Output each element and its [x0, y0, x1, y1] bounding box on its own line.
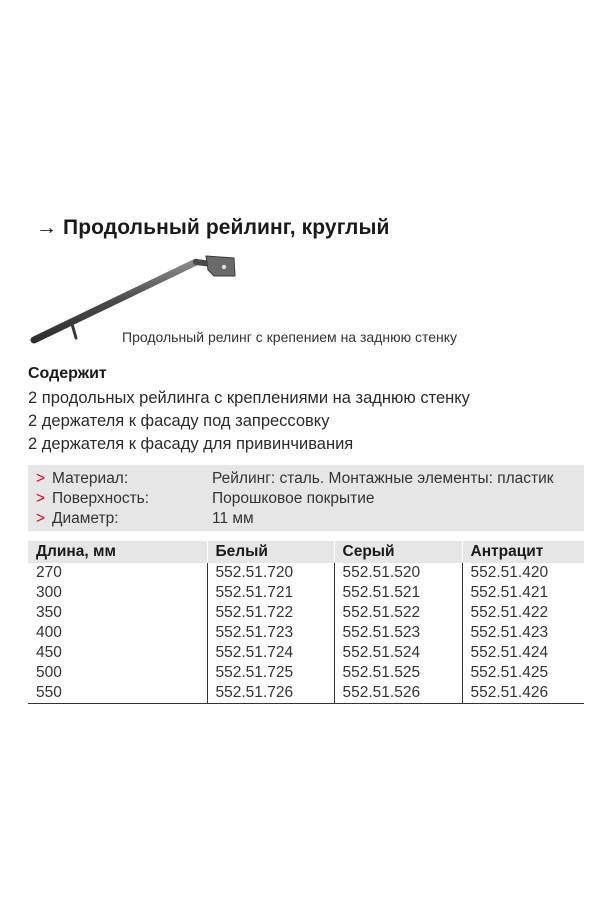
table-cell: 400 [36, 624, 62, 641]
table-cell: 552.51.522 [334, 603, 462, 623]
bullet-arrow-icon: > [36, 490, 46, 507]
image-caption: Продольный релинг с крепением на заднюю стенку [122, 329, 458, 345]
table-cell: 552.51.725 [207, 663, 334, 683]
column-header: Длина, мм [28, 541, 207, 563]
table-cell: 500 [36, 664, 62, 681]
table-cell: 552.51.723 [207, 623, 334, 643]
article-table [28, 541, 584, 704]
table-cell: 450 [36, 644, 62, 661]
contents-item: 2 продольных рейлинга с креплениями на заднюю стенку [28, 389, 470, 407]
table-cell: 552.51.420 [462, 563, 584, 583]
table-cell: 552.51.526 [334, 683, 462, 704]
spec-label: Поверхность: [52, 490, 150, 507]
column-header: Антрацит [462, 541, 584, 563]
contents-item: 2 держателя к фасаду под запрессовку [28, 412, 330, 430]
table-cell: 270 [36, 564, 62, 581]
table-cell: 552.51.720 [207, 563, 334, 583]
spec-label: Диаметр: [52, 510, 119, 527]
table-cell: 300 [36, 584, 62, 601]
table-row [28, 603, 584, 623]
table-cell: 552.51.425 [462, 663, 584, 683]
table-cell: 552.51.525 [334, 663, 462, 683]
bullet-arrow-icon: > [36, 470, 46, 487]
table-row [28, 643, 584, 663]
table-cell: 550 [28, 683, 207, 704]
page-title: → Продольный рейлинг, круглый [36, 216, 390, 239]
contents-section [28, 364, 470, 456]
table-header-row [28, 541, 584, 563]
table-cell: 552.51.520 [334, 563, 462, 583]
table-cell: 552.51.422 [462, 603, 584, 623]
table-cell: 552.51.523 [334, 623, 462, 643]
table-cell: 552.51.423 [462, 623, 584, 643]
column-header: Белый [207, 541, 334, 563]
table-cell: 552.51.424 [462, 643, 584, 663]
table-cell: 552.51.524 [334, 643, 462, 663]
table-row [28, 563, 584, 583]
contents-heading: Содержит [28, 365, 107, 382]
table-cell: 350 [36, 604, 62, 621]
contents-item: 2 держателя к фасаду для привинчивания [28, 435, 354, 453]
table-cell: 552.51.426 [462, 683, 584, 704]
spec-label: Материал: [52, 470, 129, 487]
table-row [28, 583, 584, 603]
table-cell: 552.51.722 [207, 603, 334, 623]
table-cell: 552.51.726 [207, 683, 334, 704]
column-header: Серый [334, 541, 462, 563]
spec-value: Порошковое покрытие [212, 490, 375, 507]
spec-value: Рейлинг: сталь. Монтажные элементы: пластик [212, 470, 554, 487]
table-row [28, 623, 584, 643]
spec-value: 11 мм [212, 510, 254, 527]
table-row [28, 663, 584, 683]
table-cell: 552.51.721 [207, 583, 334, 603]
bullet-arrow-icon: > [36, 510, 46, 527]
table-cell: 552.51.724 [207, 643, 334, 663]
table-cell: 552.51.421 [462, 583, 584, 603]
specs-panel [28, 465, 584, 531]
table-row [28, 683, 584, 704]
table-cell: 552.51.521 [334, 583, 462, 603]
